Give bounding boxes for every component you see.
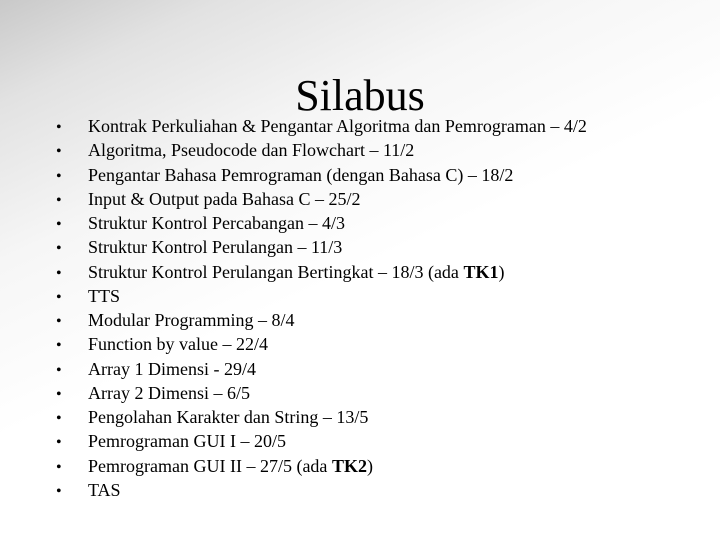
list-item-text [88, 454, 373, 478]
list-item [56, 211, 696, 235]
bullet-icon: • [56, 288, 62, 306]
list-item-label: TTS [88, 285, 121, 306]
list-item [56, 357, 696, 381]
assignment-tag: TK2 [331, 455, 367, 476]
list-item-text [88, 163, 513, 187]
list-item-label: Pengolahan Karakter dan String – 13/5 [88, 407, 369, 427]
list-item-text [88, 308, 294, 332]
list-item-label: Array 2 Dimensi – 6/5 [88, 382, 250, 403]
bullet-icon: • [56, 143, 62, 161]
bullet-icon: • [56, 119, 62, 136]
assignment-tag: TK1 [463, 261, 499, 282]
list-item-label: Struktur Kontrol Perulangan Bertingkat – 18/3 (ada [88, 261, 464, 282]
list-item-label: Array 1 Dimensi - 29/4 [88, 358, 256, 379]
syllabus-list [56, 114, 696, 502]
list-item [56, 138, 696, 162]
list-item [56, 454, 696, 478]
list-item-text [88, 114, 587, 138]
list-item [56, 478, 696, 502]
slide-title: Silabus [295, 71, 425, 121]
list-item [56, 381, 696, 405]
list-item [56, 163, 696, 187]
list-item-label: Modular Programming – 8/4 [88, 310, 295, 330]
list-item-text [88, 332, 268, 356]
list-item [56, 332, 696, 356]
list-item-text [88, 405, 368, 429]
list-item [56, 284, 696, 308]
bullet-icon: • [56, 240, 62, 258]
list-item-text [88, 381, 250, 405]
list-item [56, 114, 696, 138]
list-item [56, 260, 696, 284]
bullet-icon: • [56, 191, 62, 209]
list-item [56, 429, 696, 453]
list-item-label: Input & Output pada Bahasa C – 25/2 [88, 188, 361, 209]
bullet-icon: • [56, 385, 62, 403]
bullet-icon: • [56, 434, 62, 452]
list-item-text [88, 260, 504, 284]
bullet-icon: • [56, 458, 62, 476]
list-item-label: Kontrak Perkuliahan & Pengantar Algoritma dan Pemrograman – 4/2 [88, 116, 587, 136]
bullet-icon: • [56, 410, 62, 427]
list-item-text [88, 478, 121, 502]
list-item-text [88, 284, 120, 308]
list-item-label: Pengantar Bahasa Pemrograman (dengan Bahasa C) – 18/2 [88, 164, 514, 185]
list-item-suffix: ) [498, 261, 505, 282]
bullet-icon: • [56, 264, 62, 282]
list-item [56, 405, 696, 429]
list-item-label: Function by value – 22/4 [88, 334, 268, 355]
list-item-text [88, 138, 414, 162]
list-item [56, 187, 696, 211]
list-item-label: Algoritma, Pseudocode dan Flowchart – 11/2 [88, 140, 415, 161]
list-item-label: Struktur Kontrol Perulangan – 11/3 [88, 237, 343, 258]
list-item-text [88, 187, 360, 211]
list-item-label: Struktur Kontrol Percabangan – 4/3 [88, 213, 345, 233]
bullet-icon: • [56, 482, 62, 500]
list-item-label: Pemrograman GUI II – 27/5 (ada [88, 455, 332, 476]
list-item-suffix: ) [366, 455, 373, 476]
bullet-icon: • [56, 216, 62, 233]
list-item [56, 308, 696, 332]
list-item-label: TAS [88, 479, 121, 500]
list-item-text [88, 235, 342, 259]
bullet-icon: • [56, 167, 62, 185]
list-item-text [88, 429, 286, 453]
list-item-text [88, 211, 345, 235]
bullet-icon: • [56, 313, 62, 330]
list-item-label: Pemrograman GUI I – 20/5 [88, 431, 286, 452]
bullet-icon: • [56, 361, 62, 379]
bullet-icon: • [56, 337, 62, 355]
list-item-text [88, 357, 256, 381]
list-item [56, 235, 696, 259]
